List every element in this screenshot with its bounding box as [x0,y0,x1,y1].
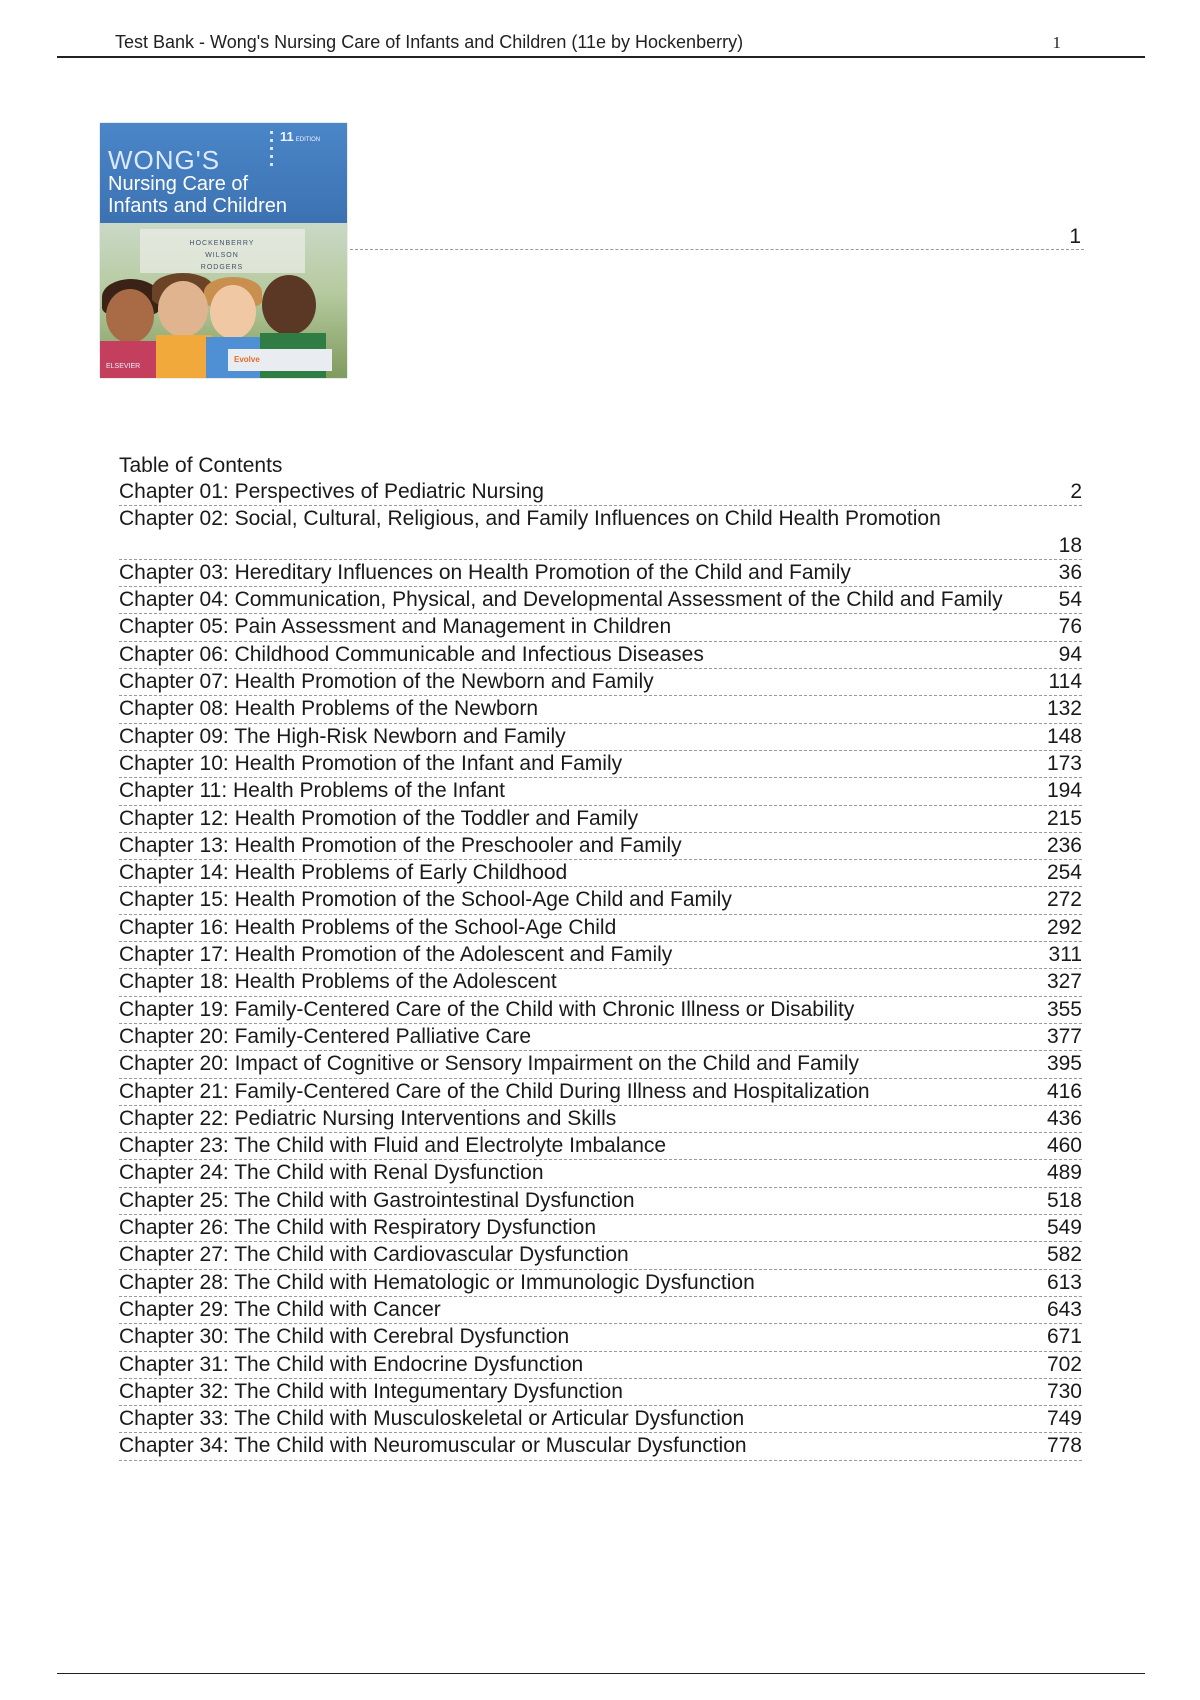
toc-entry-title: Chapter 20: Impact of Cognitive or Sensory Impairment on the Child and Family [119,1052,860,1076]
toc-entry-title: Chapter 26: The Child with Respiratory Dysfunction [119,1216,597,1240]
cover-subtitle: Nursing Care of Infants and Children [108,173,288,217]
toc-entry-title: Chapter 29: The Child with Cancer [119,1297,441,1321]
toc-entry-title: Chapter 06: Childhood Communicable and Infectious Diseases [119,642,704,666]
toc-entry-page: 749 [1046,1407,1082,1431]
toc-entry-title: Chapter 31: The Child with Endocrine Dysfunction [119,1352,584,1376]
toc-entry[interactable] [119,642,1082,669]
toc-entry-title: Chapter 03: Hereditary Influences on Health Promotion of the Child and Family [119,560,851,584]
toc-entry[interactable] [119,669,1082,696]
toc-entry[interactable] [119,751,1082,778]
toc-entry-title: Chapter 18: Health Problems of the Adolescent [119,970,557,994]
child-face [106,289,154,343]
toc-entry[interactable] [119,696,1082,723]
child-face [262,275,316,335]
toc-entry-page: 173 [1046,751,1082,775]
toc-entry-title: Chapter 23: The Child with Fluid and Electrolyte Imbalance [119,1134,667,1158]
child-face [210,285,256,339]
toc-entry-title: Chapter 14: Health Problems of Early Childhood [119,861,568,885]
footer-rule [57,1673,1145,1674]
cover-publisher: ELSEVIER [106,363,141,370]
toc-entry[interactable] [119,1352,1082,1379]
toc-entry-title: Chapter 33: The Child with Musculoskeletal or Articular Dysfunction [119,1407,745,1431]
cover-evolve-badge: Evolve [228,349,332,371]
toc-entry[interactable] [119,778,1082,805]
toc-entry-page: 549 [1046,1216,1082,1240]
toc-entry-title: Chapter 08: Health Problems of the Newborn [119,697,539,721]
toc-entry-title: Chapter 11: Health Problems of the Infant [119,779,505,803]
toc-entry-title: Chapter 28: The Child with Hematologic or Immunologic Dysfunction [119,1270,755,1294]
toc-entry-title: Chapter 12: Health Promotion of the Toddler and Family [119,806,639,830]
toc-entry-page: 54 [1058,588,1082,612]
header-page-number: 1 [1052,33,1061,52]
toc-entry-title: Chapter 25: The Child with Gastrointestinal Dysfunction [119,1188,635,1212]
toc-entry-title: Chapter 05: Pain Assessment and Management in Children [119,615,672,639]
toc-entry[interactable] [119,1188,1082,1215]
toc-entry[interactable] [119,587,1082,614]
toc-entry-title: Chapter 09: The High-Risk Newborn and Family [119,724,566,748]
toc-entry[interactable] [119,560,1082,587]
child-face [158,281,208,337]
toc-entry-title: Chapter 34: The Child with Neuromuscular or Muscular Dysfunction [119,1434,747,1458]
toc-entry[interactable] [119,1324,1082,1351]
toc-entry-page: 702 [1046,1352,1082,1376]
toc-entry[interactable] [119,1051,1082,1078]
toc-entry[interactable] [119,1079,1082,1106]
toc-entry[interactable] [119,833,1082,860]
toc-entry[interactable] [119,806,1082,833]
toc-entry-page: 292 [1046,915,1082,939]
toc-entry-page: 132 [1046,697,1082,721]
toc-entry-page: 272 [1046,888,1082,912]
toc-entry-page: 2 [1070,480,1082,503]
cover-dotted-leader [350,248,1084,250]
running-header [57,30,1145,58]
toc-entry-title: Chapter 02: Social, Cultural, Religious, and Family Influences on Child Health Promotion [119,507,941,531]
toc-entry[interactable] [119,1270,1082,1297]
toc-entry-page: 94 [1058,642,1082,666]
cover-brand: WONG'S [108,145,221,175]
toc-entry-page: 18 [1058,533,1082,557]
toc-entry[interactable] [119,1406,1082,1433]
toc-entry-page: 377 [1046,1024,1082,1048]
toc-entry-page: 416 [1046,1079,1082,1103]
toc-entry-page: 194 [1046,779,1082,803]
toc-entry-page: 36 [1058,560,1082,584]
toc-entry-page: 236 [1046,833,1082,857]
toc-entry-title: Chapter 10: Health Promotion of the Infant and Family [119,751,623,775]
toc-entry-page: 460 [1046,1134,1082,1158]
toc-entry-title: Chapter 27: The Child with Cardiovascular Dysfunction [119,1243,629,1267]
toc-entry[interactable] [119,997,1082,1024]
toc-entry-title: Chapter 16: Health Problems of the School-Age Child [119,915,617,939]
toc-entry-title: Chapter 01: Perspectives of Pediatric Nursing [119,480,544,503]
toc-entry-title: Chapter 30: The Child with Cerebral Dysfunction [119,1325,570,1349]
toc-entry-page: 518 [1046,1188,1082,1212]
toc-entry[interactable] [119,479,1082,506]
toc-entry[interactable] [119,724,1082,751]
toc-entry[interactable] [119,1242,1082,1269]
toc-entry-title: Chapter 20: Family-Centered Palliative Care [119,1024,532,1048]
cover-authors: HOCKENBERRY WILSON RODGERS [189,240,255,271]
toc-entry-page: 76 [1058,615,1082,639]
toc-entry-page: 395 [1046,1052,1082,1076]
toc-entry[interactable] [119,887,1082,914]
toc-entry-title: Chapter 32: The Child with Integumentary Dysfunction [119,1379,623,1403]
toc-entry-title: Chapter 19: Family-Centered Care of the Child with Chronic Illness or Disability [119,997,855,1021]
cover-edition: 11 EDITION [280,129,321,144]
toc-entry-page: 582 [1046,1243,1082,1267]
toc-entry[interactable] [119,969,1082,996]
toc-entry[interactable] [119,1379,1082,1406]
toc-entry[interactable] [119,1106,1082,1133]
document-title: Test Bank - Wong's Nursing Care of Infants and Children (11e by Hockenberry) [115,32,744,52]
toc-entry-title: Chapter 13: Health Promotion of the Preschooler and Family [119,833,682,857]
toc-entry[interactable] [119,1160,1082,1187]
toc-entry-title: Chapter 22: Pediatric Nursing Interventions and Skills [119,1106,617,1130]
toc-entry-page: 643 [1046,1297,1082,1321]
toc-entry-title: Chapter 17: Health Promotion of the Adolescent and Family [119,943,673,967]
toc-entry-page: 489 [1046,1161,1082,1185]
toc-entry[interactable] [119,1133,1082,1160]
toc-entry[interactable] [119,1297,1082,1324]
toc-entry-page: 778 [1046,1434,1082,1458]
toc-entry[interactable] [119,1024,1082,1051]
toc-entry[interactable] [119,506,1082,560]
cover-dots [270,131,273,171]
toc-entry[interactable] [119,942,1082,969]
toc-entry-page: 215 [1046,806,1082,830]
cover-page-ref: 1 [1069,225,1081,248]
toc-entry[interactable] [119,614,1082,641]
toc-entry-page: 114 [1048,670,1082,694]
toc-entry[interactable] [119,1215,1082,1242]
table-of-contents [119,452,1082,1461]
book-cover-image [100,123,347,378]
toc-entry-page: 436 [1046,1106,1082,1130]
toc-entry-page: 311 [1048,943,1082,967]
toc-entry-page: 671 [1046,1325,1082,1349]
toc-entry[interactable] [119,915,1082,942]
toc-entry-title: Chapter 04: Communication, Physical, and Developmental Assessment of the Child and Family [119,588,1003,612]
toc-entry-title: Chapter 15: Health Promotion of the School-Age Child and Family [119,888,732,912]
toc-entry-title: Chapter 24: The Child with Renal Dysfunction [119,1161,544,1185]
toc-entry[interactable] [119,860,1082,887]
toc-heading: Table of Contents [119,454,283,477]
toc-entry-title: Chapter 21: Family-Centered Care of the Child During Illness and Hospitalization [119,1079,870,1103]
toc-entry-page: 355 [1046,997,1082,1021]
toc-entry-title: Chapter 07: Health Promotion of the Newborn and Family [119,670,654,694]
toc-entry-page: 254 [1046,861,1082,885]
toc-entry-page: 613 [1046,1270,1082,1294]
toc-entry-page: 148 [1046,724,1082,748]
toc-entry-page: 327 [1046,970,1082,994]
toc-entries [119,479,1082,1461]
toc-entry-page: 730 [1046,1379,1082,1403]
toc-entry[interactable] [119,1433,1082,1460]
